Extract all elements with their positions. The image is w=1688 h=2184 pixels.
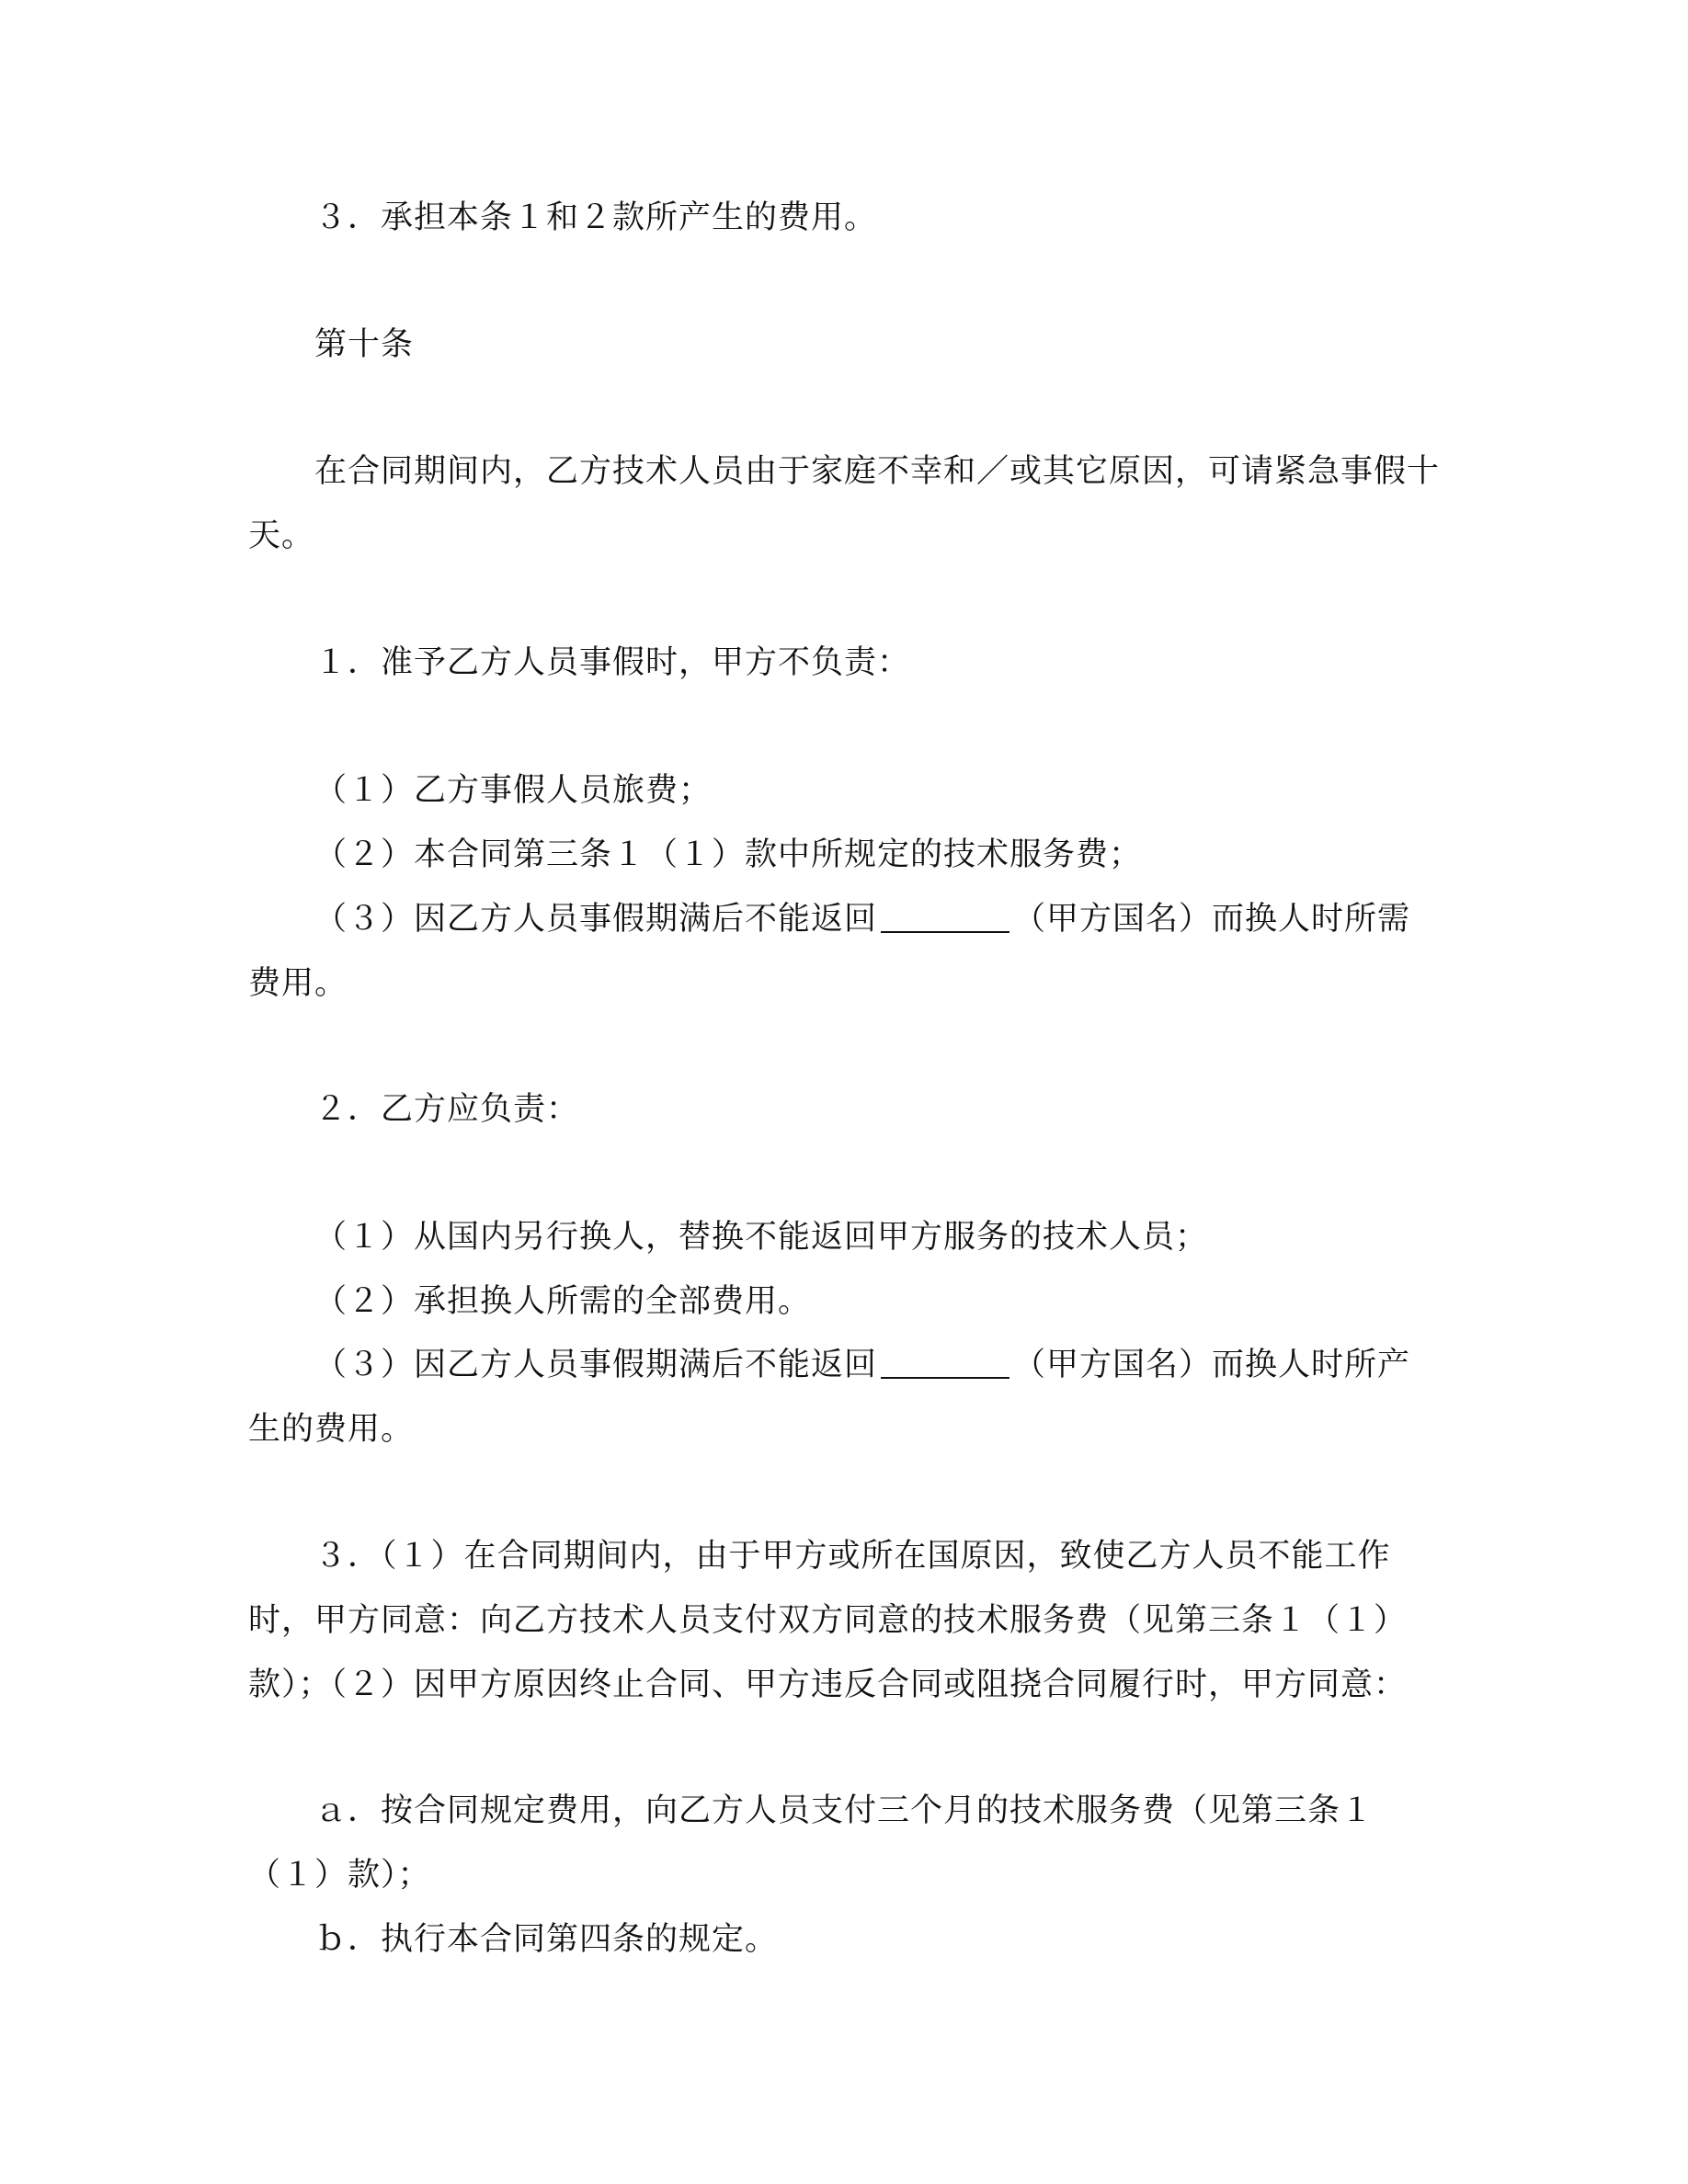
clause1-item2: （２）本合同第三条１（１）款中所规定的技术服务费； [314, 836, 1143, 873]
clause3-item2: （２）因甲方原因终止合同、甲方违反合同或阻挠合同履行时，甲方同意： [314, 1666, 1408, 1703]
clause2-item2: （２）承担换人所需的全部费用。 [314, 1283, 812, 1320]
clause2-item3-part1: （３）因乙方人员事假期满后不能返回 [314, 1347, 878, 1383]
sub-item-b: ｂ．执行本合同第四条的规定。 [314, 1921, 779, 1958]
country-name-blank [881, 904, 1009, 933]
clause1-item3-part2: （甲方国名）而换人时所需费用。 [248, 901, 1411, 1002]
article-heading: 第十条 [314, 326, 415, 363]
item3-cost-paragraph: ３．承担本条１和２款所产生的费用。 [314, 199, 878, 236]
clause2-title: ２．乙方应负责： [314, 1091, 580, 1128]
clause3-item1: ３．（１）在合同期间内，由于甲方或所在国原因，致使乙方人员不能工作时，甲方同意：向乙方技术人员支付双方同意的技术服务费（见第三条１（１）款）； [248, 1538, 1408, 1703]
country-name-blank [881, 1349, 1009, 1379]
clause1-item1: （１）乙方事假人员旅费； [314, 772, 713, 809]
clause1-item3-part1: （３）因乙方人员事假期满后不能返回 [314, 901, 878, 938]
clause1-item3 [248, 887, 1443, 1016]
article-intro-paragraph: 在合同期间内，乙方技术人员由于家庭不幸和／或其它原因，可请紧急事假十天。 [248, 453, 1441, 554]
clause2-item1: （１）从国内另行换人，替换不能返回甲方服务的技术人员； [314, 1219, 1209, 1256]
clause2-item3 [248, 1333, 1443, 1462]
clause1-title: １．准予乙方人员事假时，甲方不负责： [314, 644, 911, 681]
clause2-item3-part2: （甲方国名）而换人时所产生的费用。 [248, 1347, 1411, 1448]
sub-item-a: ａ．按合同规定费用，向乙方人员支付三个月的技术服务费（见第三条１（１）款）； [248, 1792, 1374, 1894]
